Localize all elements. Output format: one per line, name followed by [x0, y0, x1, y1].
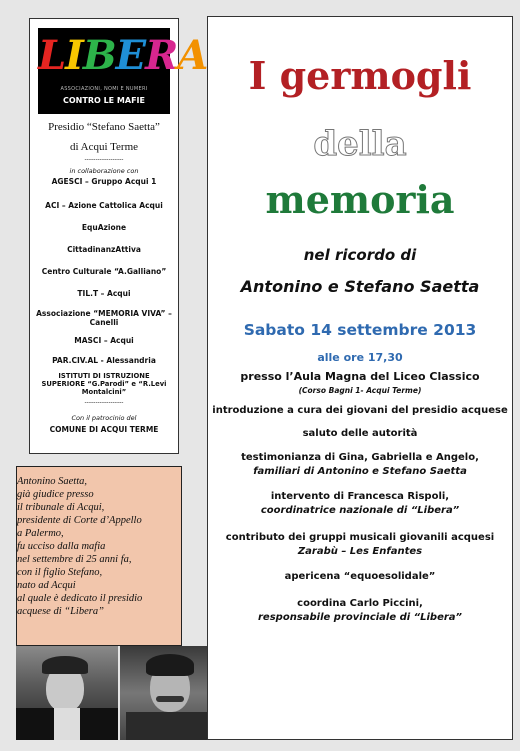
bio-line: già giudice presso	[17, 489, 94, 500]
event-time: alle ore 17,30	[317, 351, 403, 364]
bio-line: al quale è dedicato il presidio	[17, 593, 143, 604]
program-testimonianza: testimonianza di Gina, Gabriella e Angelo,	[241, 452, 479, 463]
sponsors-panel	[29, 18, 208, 454]
sponsor-item: CittadinanzAttiva	[67, 245, 141, 254]
sponsor-item: ISTITUTI DI ISTRUZIONE SUPERIORE “G.Parodi” e “R.Levi Montalcini”	[41, 372, 167, 396]
title-line-1: I germogli	[248, 53, 472, 98]
bio-line: a Palermo,	[17, 528, 64, 539]
bio-text	[17, 467, 181, 618]
program-contributo: contributo dei gruppi musicali giovanili acquesi	[225, 532, 495, 543]
sponsor-item: PAR.CIV.AL - Alessandria	[52, 356, 156, 365]
program-gruppi: Zarabù – Les Enfantes	[297, 546, 423, 557]
libera-logo	[38, 28, 208, 114]
bio-line: con il figlio Stefano,	[17, 567, 103, 578]
sponsor-item: Centro Culturale “A.Galliano”	[41, 267, 167, 276]
ricordo-text: nel ricordo di	[303, 246, 417, 264]
bio-box	[16, 466, 182, 646]
presidio-name: Presidio “Stefano Saetta”	[48, 121, 160, 133]
libera-logo-word: LIBERA	[38, 32, 208, 79]
logo-tagline: ASSOCIAZIONI, NOMI E NUMERI	[60, 86, 148, 92]
title-line-2: della	[313, 124, 407, 164]
portrait-antonino-photo	[16, 646, 118, 740]
sponsor-item: AGESCI – Gruppo Acqui 1	[51, 177, 157, 186]
program-intro: introduzione a cura dei giovani del presidio acquese	[212, 405, 508, 416]
bio-line: Antonino Saetta,	[17, 476, 87, 487]
program-saluto: saluto delle autorità	[302, 428, 418, 439]
sponsor-item: TIL.T – Acqui	[77, 289, 131, 298]
logo-tagline-mafie: CONTRO LE MAFIE	[63, 96, 145, 105]
event-panel	[207, 16, 513, 740]
program-responsabile: responsabile provinciale di “Libera”	[258, 612, 462, 623]
collab-label: in collaborazione con	[69, 167, 139, 175]
separator: ------------------	[84, 156, 124, 163]
presidio-place: di Acqui Terme	[69, 141, 139, 153]
sponsor-item: EquAzione	[81, 223, 127, 232]
names-text: Antonino e Stefano Saetta	[240, 277, 480, 296]
program-coordina: coordina Carlo Piccini,	[297, 598, 423, 609]
event-venue-address: (Corso Bagni 1- Acqui Terme)	[298, 386, 422, 395]
program-coordinatrice: coordinatrice nazionale di “Libera”	[260, 505, 460, 516]
comune-name: COMUNE DI ACQUI TERME	[49, 425, 159, 434]
separator: ------------------	[84, 399, 124, 406]
bio-line: acquese di “Libera”	[17, 606, 104, 617]
sponsor-item: MASCI – Acqui	[74, 336, 134, 345]
patrocinio-label: Con il patrocinio del	[71, 414, 137, 422]
event-venue: presso l’Aula Magna del Liceo Classico	[240, 370, 480, 383]
event-date: Sabato 14 settembre 2013	[243, 321, 477, 339]
title-line-3: memoria	[265, 177, 455, 222]
bio-line: nel settembre di 25 anni fa,	[17, 554, 132, 565]
sponsor-item: Associazione “MEMORIA VIVA” – Canelli	[36, 309, 172, 327]
bio-line: il tribunale di Acqui,	[17, 502, 105, 513]
program-intervento: intervento di Francesca Rispoli,	[270, 491, 450, 502]
bio-line: presidente di Corte d’Appello	[17, 515, 142, 526]
program-apericena: apericena “equoesolidale”	[284, 571, 436, 582]
bio-line: nato ad Acqui	[17, 580, 76, 591]
bio-line: fu ucciso dalla mafia	[17, 541, 106, 552]
program-familiari: familiari di Antonino e Stefano Saetta	[253, 466, 467, 477]
sponsor-item: ACI – Azione Cattolica Acqui	[45, 201, 163, 210]
